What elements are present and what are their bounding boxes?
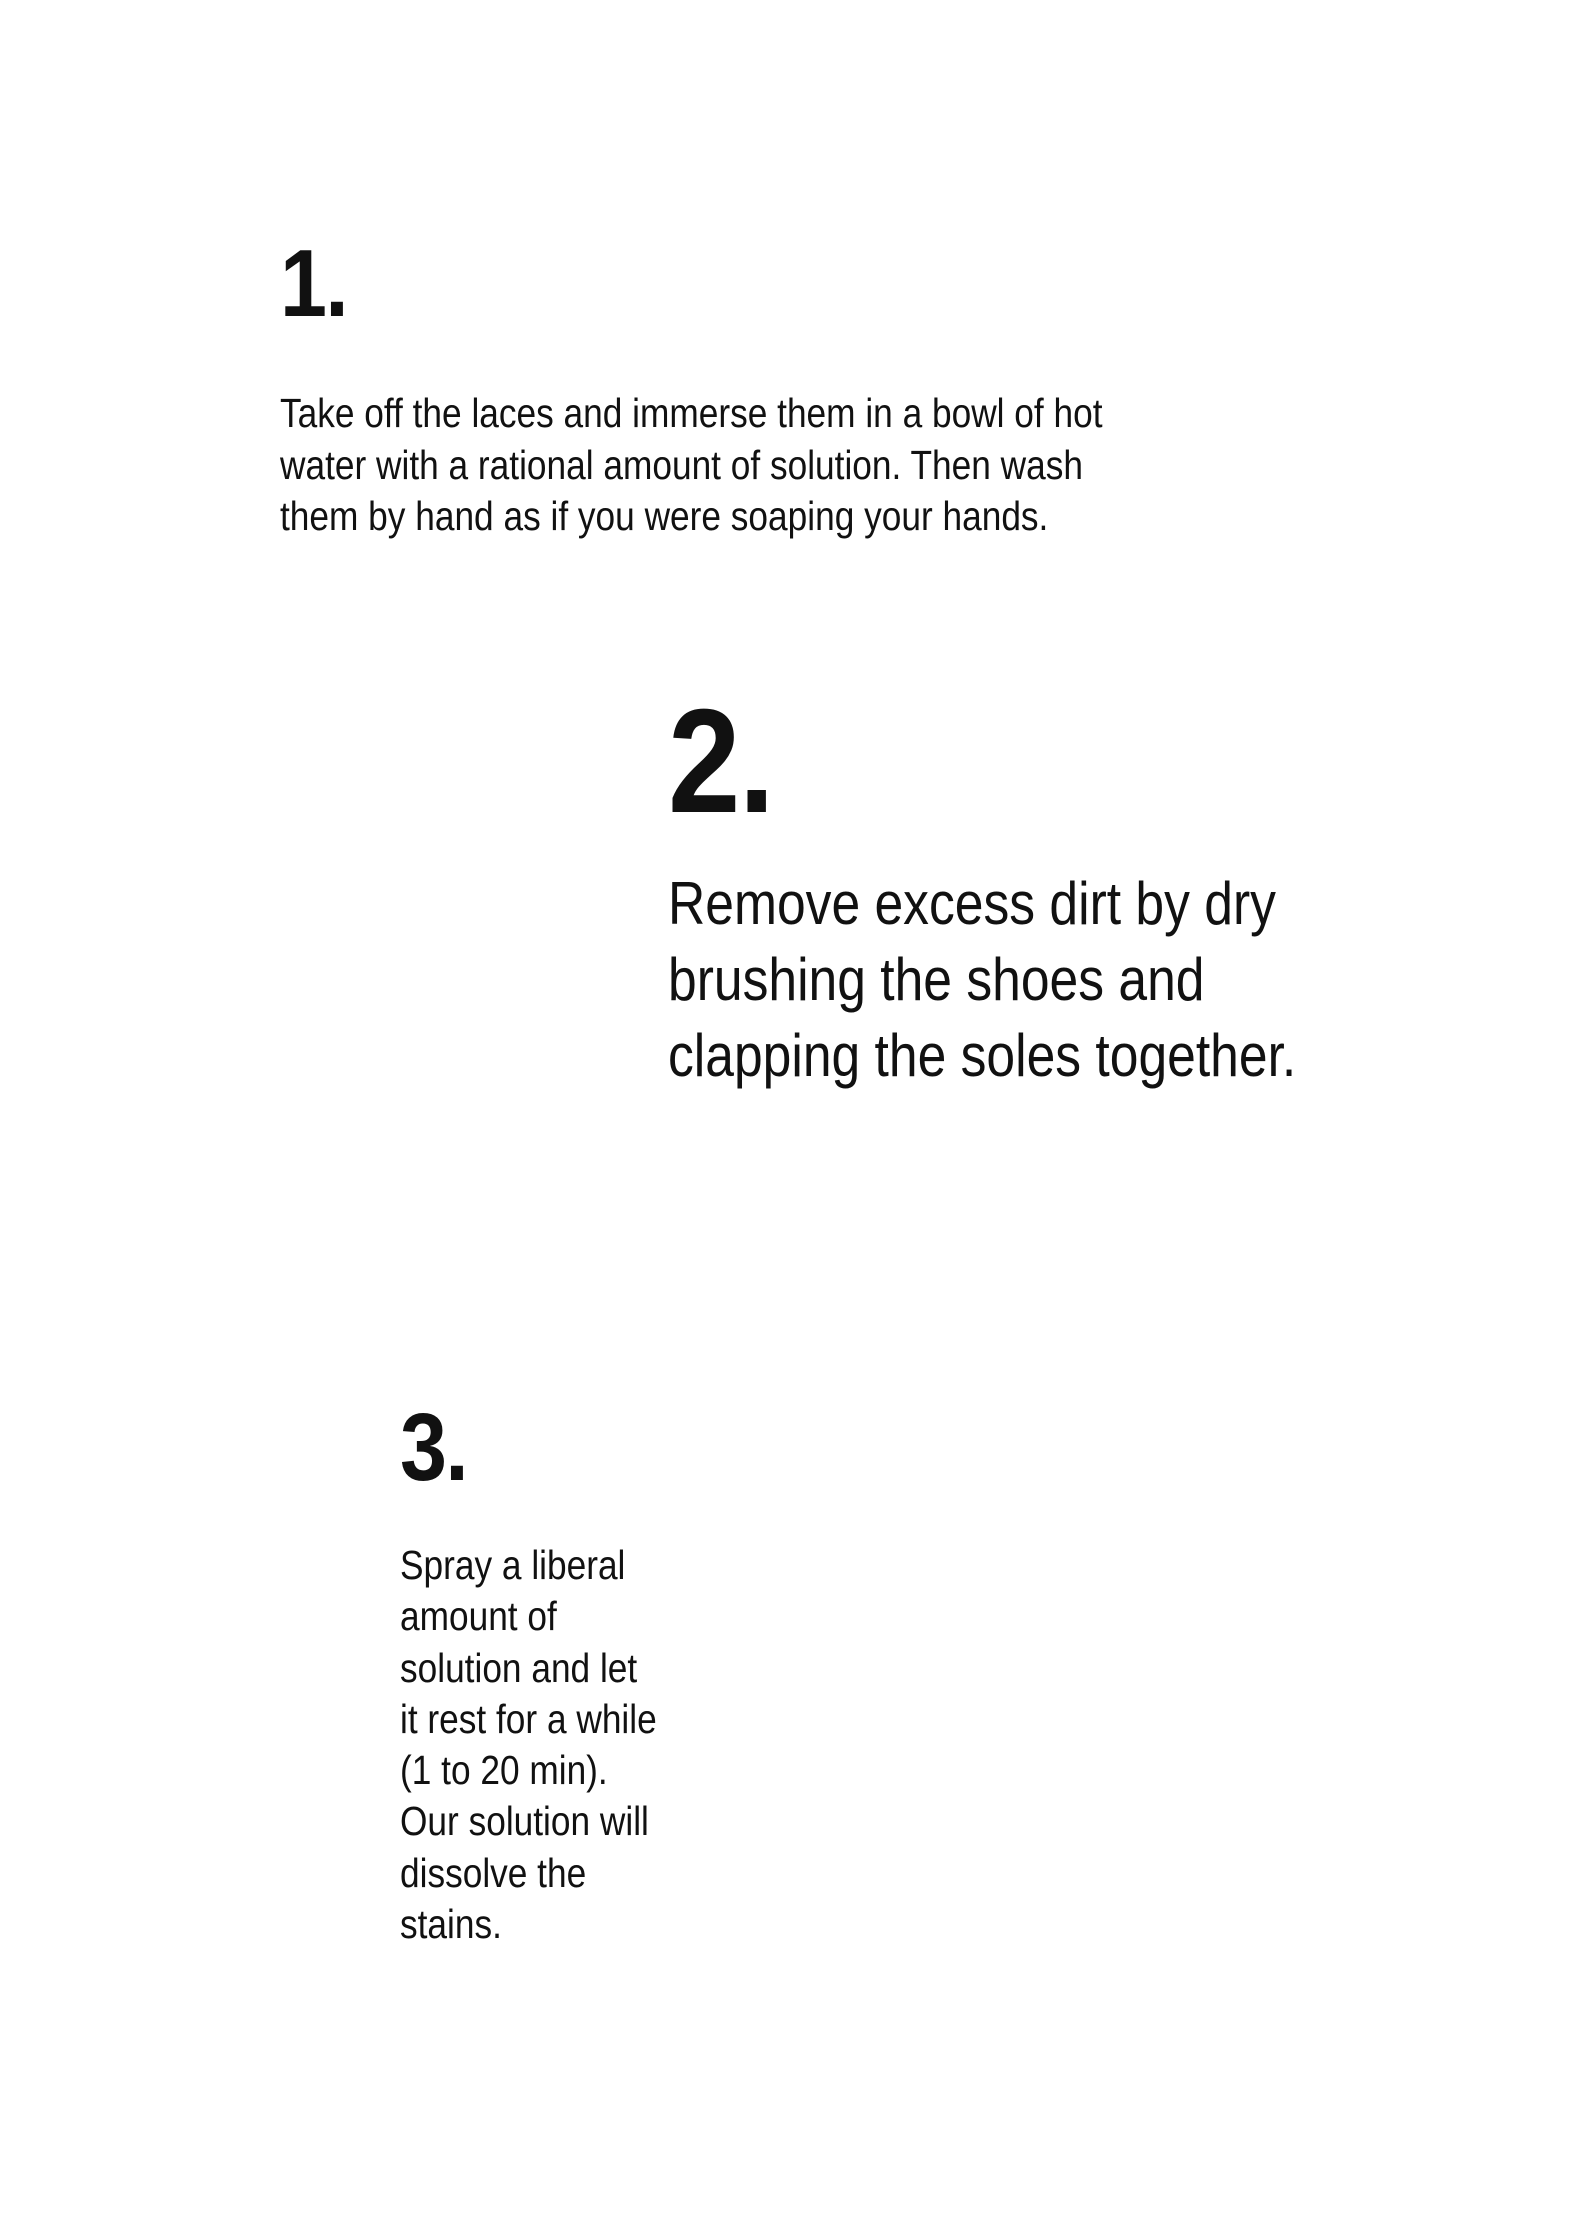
step-2-number: 2. [668,679,774,844]
step-3-instructions: Spray a liberal amount of solution and let it rest for a while (1 to 20 min). Our solution will dissolve the stains. [400,1542,657,1948]
step-3-number: 3. [400,1394,467,1501]
step-2-instructions: Remove excess dirt by dry brushing the shoes and clapping the soles together. [668,870,1297,1089]
step-3 [400,1394,820,1950]
step-1 [280,230,1260,543]
step-2 [668,679,1528,1094]
step-1-number: 1. [280,230,347,337]
step-1-instructions: Take off the laces and immerse them in a bowl of hot water with a rational amount of solution. Then wash them by hand as if you were soaping your hands. [280,390,1103,539]
